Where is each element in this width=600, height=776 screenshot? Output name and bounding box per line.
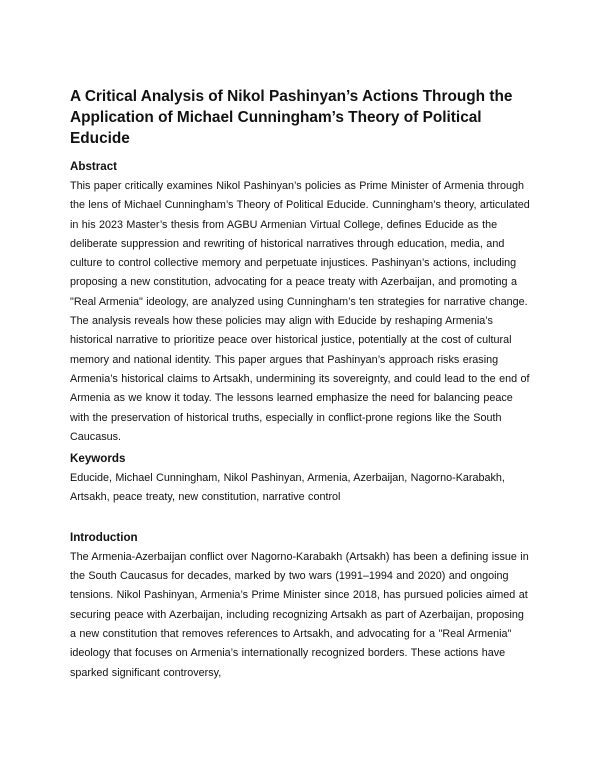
paper-body: [70, 86, 532, 683]
keywords-heading: Keywords: [70, 452, 126, 466]
introduction-heading: Introduction: [70, 530, 138, 544]
abstract-text: This paper critically examines Nikol Pashinyan’s policies as Prime Minister of Armenia through the lens of Michael Cunningham’s Theory of Political Educide. Cunningham’s theory, articulated in his 2023 Master’s thesis from AGBU Armenian Virtual College, defines Educide as the deliberate suppression and rewriting of historical narratives through education, media, and culture to control collective memory and perpetuate injustices. Pashinyan’s actions, including proposing a new constitution, advocating for a peace treaty with Azerbaijan, and promoting a "Real Armenia" ideology, are analyzed using Cunningham’s ten strategies for narrative change. The analysis reveals how these policies may align with Educide by reshaping Armenia’s historical narrative to prioritize peace over historical justice, potentially at the cost of cultural memory and national identity. This paper argues that Pashinyan’s approach risks erasing Armenia’s historical claims to Artsakh, undermining its sovereignty, and could lead to the end of Armenia as we know it today. The lessons learned emphasize the need for balancing peace with the preservation of historical truths, especially in conflict-prone regions like the South Caucasus.: [70, 180, 530, 443]
introduction-text: The Armenia-Azerbaijan conflict over Nagorno-Karabakh (Artsakh) has been a defining issue in the South Caucasus for decades, marked by two wars (1991–1994 and 2020) and ongoing tensions. Nikol Pashinyan, Armenia’s Prime Minister since 2018, has pursued policies aimed at securing peace with Azerbaijan, including recognizing Artsakh as part of Azerbaijan, proposing a new constitution that removes references to Artsakh, and advocating for a "Real Armenia" ideology that focuses on Armenia’s internationally recognized borders. These actions have sparked significant controversy,: [70, 550, 529, 679]
abstract-heading: Abstract: [70, 160, 118, 173]
keywords-text: Educide, Michael Cunningham, Nikol Pashinyan, Armenia, Azerbaijan, Nagorno-Karabakh, Artsakh, peace treaty, new constitution, narrative control: [70, 472, 505, 504]
paper-title: A Critical Analysis of Nikol Pashinyan’s Actions Through the Application of Michael Cunningham’s Theory of Political Educide: [70, 88, 513, 147]
